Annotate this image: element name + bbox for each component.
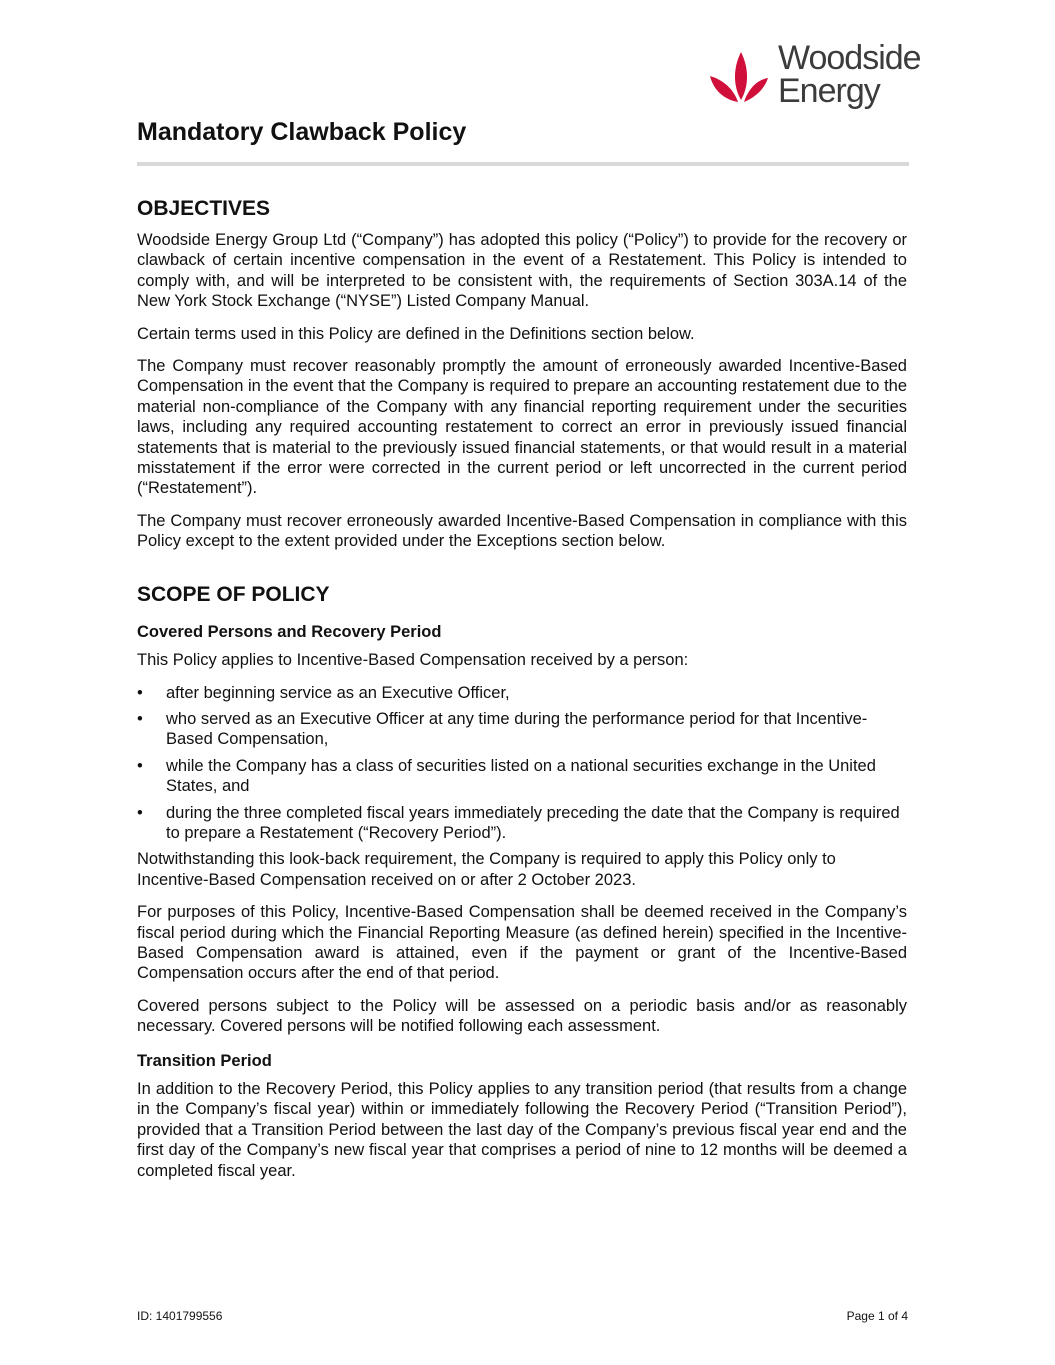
covered-persons-heading: Covered Persons and Recovery Period — [137, 622, 442, 641]
list-item-text: after beginning service as an Executive Officer, — [166, 683, 510, 702]
list-item-text: during the three completed fiscal years immediately preceding the date that the Company is required to prepare a Restatement (“Recovery Period”). — [166, 803, 900, 842]
scope-heading: SCOPE OF POLICY — [137, 582, 330, 606]
covered-list — [137, 683, 907, 844]
list-item-text: while the Company has a class of securities listed on a national securities exchange in the United States, and — [166, 756, 876, 796]
transition-period-heading: Transition Period — [137, 1051, 272, 1070]
logo-line-2: Energy — [778, 72, 880, 110]
objectives-paragraph-3: The Company must recover reasonably promptly the amount of erroneously awarded Incentive-Based Compensation in the event that the Company is required to prepare an accounting restatement due to the material non-compliance of the Company with any financial reporting requirement under the securities laws, including any required accounting restatement to correct an error in previously issued financial statements that is material to the previously issued financial statements, or that would result in a material misstatement if the error were corrected in the current period or left uncorrected in the current period (“Restatement”). — [137, 357, 907, 498]
bullet-icon: • — [137, 683, 143, 702]
title-divider — [137, 162, 909, 166]
list-item — [137, 683, 907, 703]
woodside-flower-icon — [708, 48, 770, 110]
covered-intro: This Policy applies to Incentive-Based Compensation received by a person: — [137, 651, 689, 670]
objectives-paragraph-1: Woodside Energy Group Ltd (“Company”) has adopted this policy (“Policy”) to provide for the recovery or clawback of certain incentive compensation in the event of a Restatement. This Policy is intended to comply with, and will be interpreted to be consistent with, the requirements of Section 303A.14 of the New York Stock Exchange (“NYSE”) Listed Company Manual. — [137, 231, 907, 311]
objectives-paragraph-4: The Company must recover erroneously awarded Incentive-Based Compensation in compliance with this Policy except to the extent provided under the Exceptions section below. — [137, 511, 907, 551]
list-item — [137, 803, 907, 844]
list-item-text: who served as an Executive Officer at any time during the performance period for that Incentive-Based Compensation, — [166, 709, 868, 749]
bullet-icon: • — [137, 709, 143, 728]
bullet-icon: • — [137, 756, 143, 775]
list-item — [137, 756, 907, 797]
list-item — [137, 709, 907, 750]
logo-line-1: Woodside — [778, 39, 921, 77]
document-id: ID: 1401799556 — [137, 1309, 223, 1323]
page-title: Mandatory Clawback Policy — [137, 118, 467, 146]
transition-paragraph: In addition to the Recovery Period, this Policy applies to any transition period (that results from a change in the Company’s fiscal year) within or immediately following the Recovery Period (“Transition Period”), provided that a Transition Period between the last day of the Company’s previous fiscal year end and the first day of the Company’s new fiscal year that comprises a period of nine to 12 months will be deemed a completed fiscal year. — [137, 1080, 907, 1180]
purposes-paragraph: For purposes of this Policy, Incentive-Based Compensation shall be deemed received in the Company’s fiscal period during which the Financial Reporting Measure (as defined herein) specified in the Incentive-Based Compensation award is attained, even if the payment or grant of the Incentive-Based Compensation occurs after the end of that period. — [137, 903, 907, 983]
logo-wordmark — [778, 39, 921, 110]
assessment-paragraph: Covered persons subject to the Policy will be assessed on a periodic basis and/or as reasonably necessary. Covered persons will be notified following each assessment. — [137, 996, 907, 1036]
page-number: Page 1 of 4 — [846, 1309, 908, 1323]
lookback-paragraph: Notwithstanding this look-back requirement, the Company is required to apply this Policy only to Incentive-Based Compensation received on or after 2 October 2023. — [137, 850, 836, 889]
woodside-energy-logo — [708, 39, 921, 110]
objectives-heading: OBJECTIVES — [137, 197, 271, 220]
bullet-icon: • — [137, 803, 143, 822]
objectives-paragraph-2: Certain terms used in this Policy are defined in the Definitions section below. — [137, 324, 695, 343]
document-body — [137, 196, 907, 1193]
